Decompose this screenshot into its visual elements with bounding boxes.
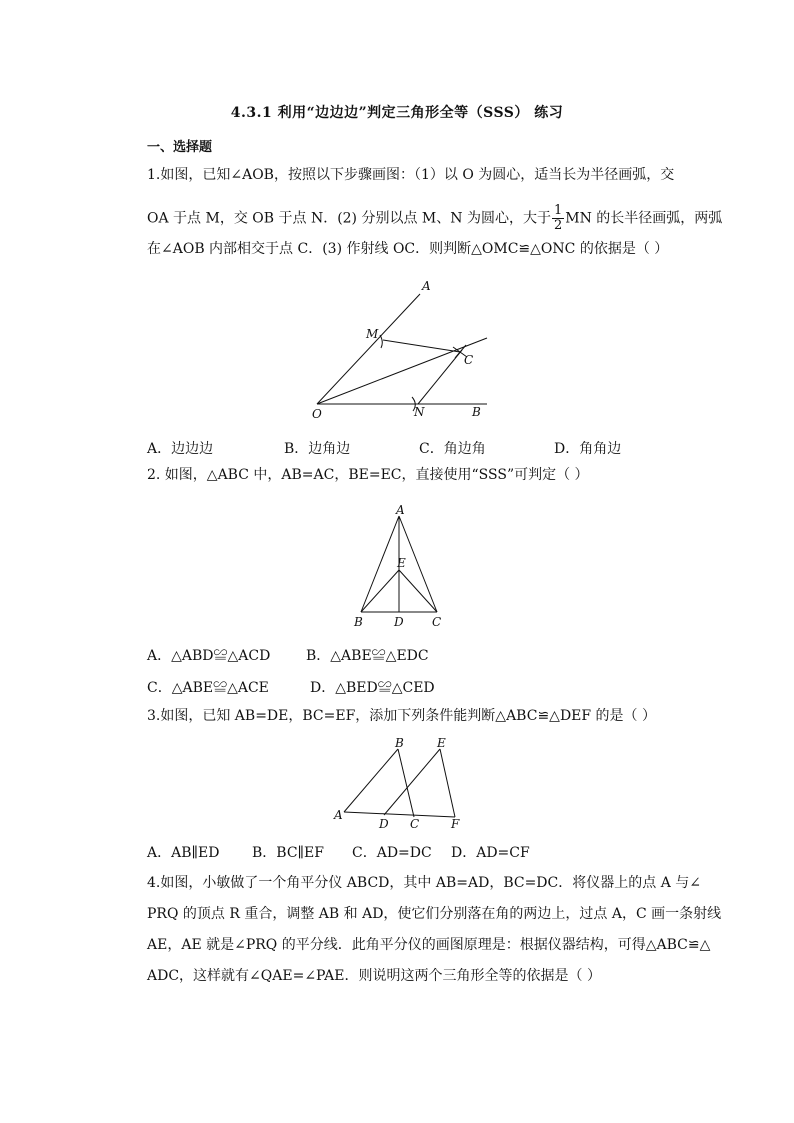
label-o: O <box>312 407 322 421</box>
q1-figure-angle-bisector <box>0 270 794 430</box>
side-ab <box>361 516 399 612</box>
q2-option-b: B．△ABE≌△EDC <box>306 648 429 664</box>
label-b: B <box>395 736 404 750</box>
q1-option-c: C．角边角 <box>419 441 486 457</box>
segment-ec <box>399 570 437 612</box>
q1-text-line3: 在∠AOB 内部相交于点 C．(3) 作射线 OC．则判断△OMC≌△ONC 的依据是（ ） <box>147 241 669 257</box>
q3-figure-two-triangles <box>0 735 794 835</box>
q2-option-c: C．△ABE≌△ACE <box>147 680 269 696</box>
label-e: E <box>437 736 446 750</box>
q4-text-line4: ADC，这样就有∠QAE=∠PAE．则说明这两个三角形全等的依据是（ ） <box>147 968 601 984</box>
q1-text-line2-pre: OA 于点 M，交 OB 于点 N．(2) 分别以点 M、N 为圆心，大于 <box>147 210 551 227</box>
q1-text-line2-post: MN 的长半径画弧，两弧 <box>565 210 723 227</box>
fraction-denominator: 2 <box>553 218 563 233</box>
label-b: B <box>354 615 363 629</box>
line-af <box>344 812 455 817</box>
q2-option-d: D．△BED≌△CED <box>310 680 435 696</box>
q2-text-line1: 2. 如图，△ABC 中，AB=AC，BE=EC，直接使用“SSS”可判定（ ） <box>147 467 589 483</box>
fraction-one-half <box>552 204 564 233</box>
side-de <box>384 749 440 815</box>
ray-oc <box>317 338 487 404</box>
q3-text-line1: 3.如图，已知 AB=DE，BC=EF，添加下列条件能判断△ABC≌△DEF 的是（ ） <box>147 708 656 724</box>
label-c: C <box>464 353 474 367</box>
page-title: 4.3.1 利用“边边边”判定三角形全等（SSS） 练习 <box>230 105 564 121</box>
section-heading: 一、选择题 <box>147 140 213 155</box>
label-b: B <box>472 405 481 419</box>
q3-option-c: C．AD=DC <box>352 845 432 861</box>
fraction-numerator: 1 <box>553 203 563 218</box>
q3-option-b: B．BC∥EF <box>252 845 324 861</box>
q4-text-line1: 4.如图，小敏做了一个角平分仪 ABCD，其中 AB=AD，BC=DC．将仪器上的点 A 与∠ <box>147 875 701 891</box>
label-d: D <box>379 817 389 831</box>
segment-mc <box>383 340 460 352</box>
q1-text-line2 <box>147 204 722 233</box>
side-ef <box>440 749 455 817</box>
q4-text-line2: PRQ 的顶点 R 重合，调整 AB 和 AD，使它们分别落在角的两边上，过点 A，C 画一条射线 <box>147 906 722 922</box>
label-c: C <box>410 817 420 831</box>
q2-figure-isosceles-triangle <box>0 500 794 635</box>
label-n: N <box>414 405 425 419</box>
ray-oa <box>317 294 420 404</box>
label-e: E <box>397 556 406 570</box>
side-ab <box>344 749 398 812</box>
segment-eb <box>361 570 399 612</box>
q1-option-d: D．角角边 <box>554 441 622 457</box>
label-d: D <box>394 615 404 629</box>
label-c: C <box>432 615 442 629</box>
q1-option-b: B．边角边 <box>284 441 351 457</box>
label-a: A <box>396 503 405 517</box>
q3-option-a: A．AB∥ED <box>147 845 220 861</box>
label-a: A <box>334 808 343 822</box>
label-a: A <box>422 279 431 293</box>
label-f: F <box>451 817 460 831</box>
q1-text-line1: 1.如图，已知∠AOB，按照以下步骤画图：（1）以 O 为圆心，适当长为半径画弧，交 <box>147 167 675 183</box>
label-m: M <box>366 327 379 341</box>
q4-text-line3: AE，AE 就是∠PRQ 的平分线．此角平分仪的画图原理是：根据仪器结构，可得△ABC≌△ <box>147 937 711 953</box>
q3-option-d: D．AD=CF <box>451 845 530 861</box>
q1-option-a: A．边边边 <box>147 441 214 457</box>
q2-option-a: A．△ABD≌△ACD <box>147 648 271 664</box>
